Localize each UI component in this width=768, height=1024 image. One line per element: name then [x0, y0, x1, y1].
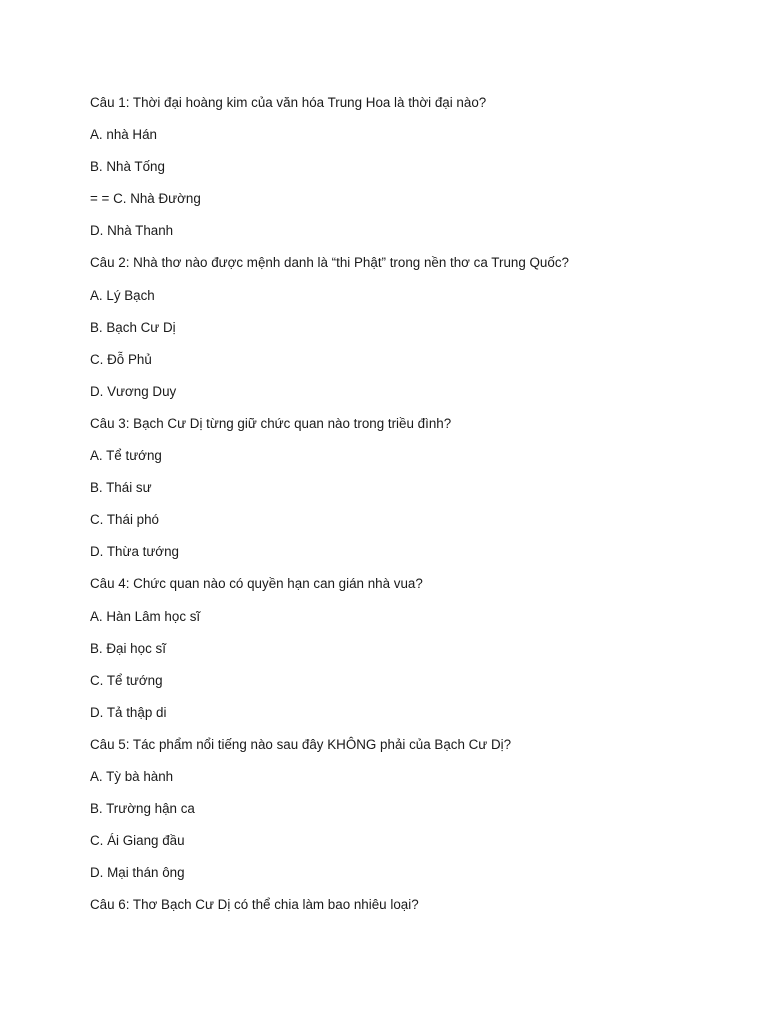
q5-option-d: D. Mại thán ông	[90, 865, 185, 881]
question-5: Câu 5: Tác phẩm nổi tiếng nào sau đây KHÔNG phải của Bạch Cư Dị?	[90, 736, 512, 752]
q4-option-a: A. Hàn Lâm học sĩ	[90, 608, 201, 624]
question-3: Câu 3: Bạch Cư Dị từng giữ chức quan nào trong triều đình?	[90, 415, 452, 431]
question-6: Câu 6: Thơ Bạch Cư Dị có thể chia làm bao nhiêu loại?	[90, 897, 419, 913]
document-body	[90, 93, 730, 927]
q4-option-c: C. Tể tướng	[90, 672, 163, 688]
q3-option-d: D. Thừa tướng	[90, 544, 179, 560]
q2-option-c: C. Đỗ Phủ	[90, 351, 152, 367]
q5-option-c: C. Ái Giang đầu	[90, 833, 185, 849]
q4-option-d: D. Tả thập di	[90, 704, 167, 720]
q1-option-d: D. Nhà Thanh	[90, 223, 174, 239]
q1-option-c: = = C. Nhà Đường	[90, 191, 201, 207]
q1-option-a: A. nhà Hán	[90, 127, 157, 143]
q2-option-a: A. Lý Bạch	[90, 287, 155, 303]
q3-option-c: C. Thái phó	[90, 512, 159, 528]
q2-option-b: B. Bạch Cư Dị	[90, 319, 176, 335]
q5-option-a: A. Tỳ bà hành	[90, 768, 174, 784]
q3-option-a: A. Tể tướng	[90, 448, 162, 464]
question-2: Câu 2: Nhà thơ nào được mệnh danh là “thi Phật” trong nền thơ ca Trung Quốc?	[90, 255, 569, 271]
q3-option-b: B. Thái sư	[90, 480, 152, 496]
question-1: Câu 1: Thời đại hoàng kim của văn hóa Trung Hoa là thời đại nào?	[90, 95, 487, 110]
q5-option-b: B. Trường hận ca	[90, 801, 195, 817]
q4-option-b: B. Đại học sĩ	[90, 640, 166, 656]
question-4: Câu 4: Chức quan nào có quyền hạn can gián nhà vua?	[90, 576, 423, 592]
q2-option-d: D. Vương Duy	[90, 383, 177, 399]
q1-option-b: B. Nhà Tống	[90, 159, 165, 175]
